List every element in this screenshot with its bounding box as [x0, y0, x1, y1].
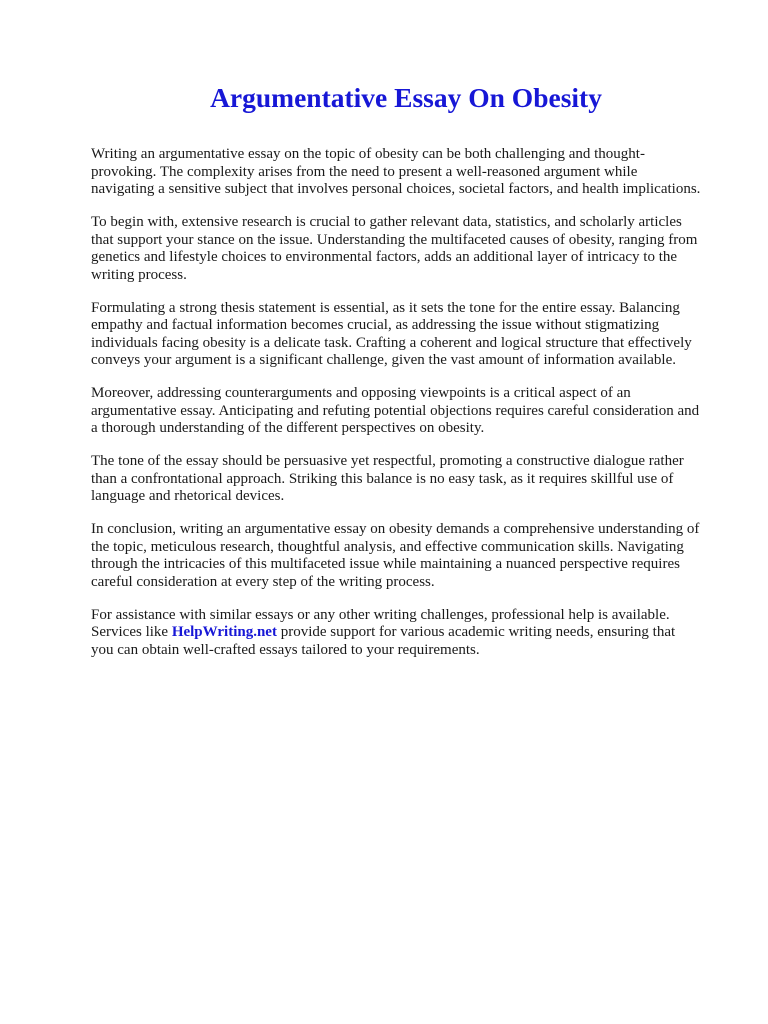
paragraph-line: individuals facing obesity is a delicate task. Crafting a coherent and logical structure that effectively: [91, 334, 692, 351]
helpwriting-link[interactable]: HelpWriting.net: [171, 624, 277, 640]
paragraph-line: Moreover, addressing counterarguments and opposing viewpoints is a critical aspect of an: [91, 385, 631, 401]
paragraph-line: navigating a sensitive subject that involves personal choices, societal factors, and health implications.: [91, 181, 701, 197]
paragraph-line: For assistance with similar essays or any other writing challenges, professional help is available.: [91, 606, 670, 623]
paragraph-thesis: [91, 300, 731, 370]
paragraph-line: language and rhetorical devices.: [91, 488, 285, 504]
essay-body: [91, 146, 731, 675]
paragraph-line-with-link: [91, 624, 731, 642]
paragraph-line: The tone of the essay should be persuasive yet respectful, promoting a constructive dialogue rather: [91, 453, 684, 469]
paragraph-line: a thorough understanding of the different perspectives on obesity.: [91, 420, 485, 436]
paragraph-line: empathy and factual information becomes crucial, as addressing the issue without stigmatizing: [91, 317, 660, 333]
paragraph-line: you can obtain well-crafted essays tailored to your requirements.: [91, 641, 480, 658]
essay-title: Argumentative Essay On Obesity: [210, 82, 602, 113]
paragraph-line: the topic, meticulous research, thoughtful analysis, and effective communication skills. Navigating: [91, 538, 684, 555]
paragraph-line: Formulating a strong thesis statement is essential, as it sets the tone for the entire essay. Balancing: [91, 299, 680, 316]
paragraph-line: through the intricacies of this multifaceted issue while maintaining a nuanced perspective requires: [91, 556, 680, 572]
paragraph-line: careful consideration at every step of the writing process.: [91, 573, 435, 590]
paragraph-line: In conclusion, writing an argumentative essay on obesity demands a comprehensive understanding of: [91, 521, 700, 537]
paragraph-tone: [91, 453, 731, 506]
paragraph-conclusion: [91, 521, 731, 591]
paragraph-line: argumentative essay. Anticipating and refuting potential objections requires careful consideration and: [91, 402, 700, 419]
paragraph-intro: [91, 146, 731, 199]
closing-text-before-link: Services like: [91, 624, 172, 640]
paragraph-line: than a confrontational approach. Striking this balance is no easy task, as it requires skillful use of: [91, 470, 674, 487]
closing-text-after-link: provide support for various academic writing needs, ensuring that: [276, 624, 676, 640]
paragraph-research: [91, 214, 731, 284]
paragraph-line: writing process.: [91, 266, 187, 283]
paragraph-closing: [91, 607, 731, 660]
paragraph-line: genetics and lifestyle choices to environmental factors, adds an additional layer of intricacy to the: [91, 249, 678, 265]
paragraph-counterarguments: [91, 385, 731, 438]
paragraph-line: conveys your argument is a significant challenge, given the vast amount of information available.: [91, 352, 676, 368]
paragraph-line: that support your stance on the issue. Understanding the multifaceted causes of obesity, ranging from: [91, 231, 698, 248]
paragraph-line: provoking. The complexity arises from the need to present a well-reasoned argument while: [91, 163, 638, 180]
paragraph-line: Writing an argumentative essay on the topic of obesity can be both challenging and thought-: [91, 146, 645, 162]
paragraph-line: To begin with, extensive research is crucial to gather relevant data, statistics, and scholarly articles: [91, 214, 682, 230]
